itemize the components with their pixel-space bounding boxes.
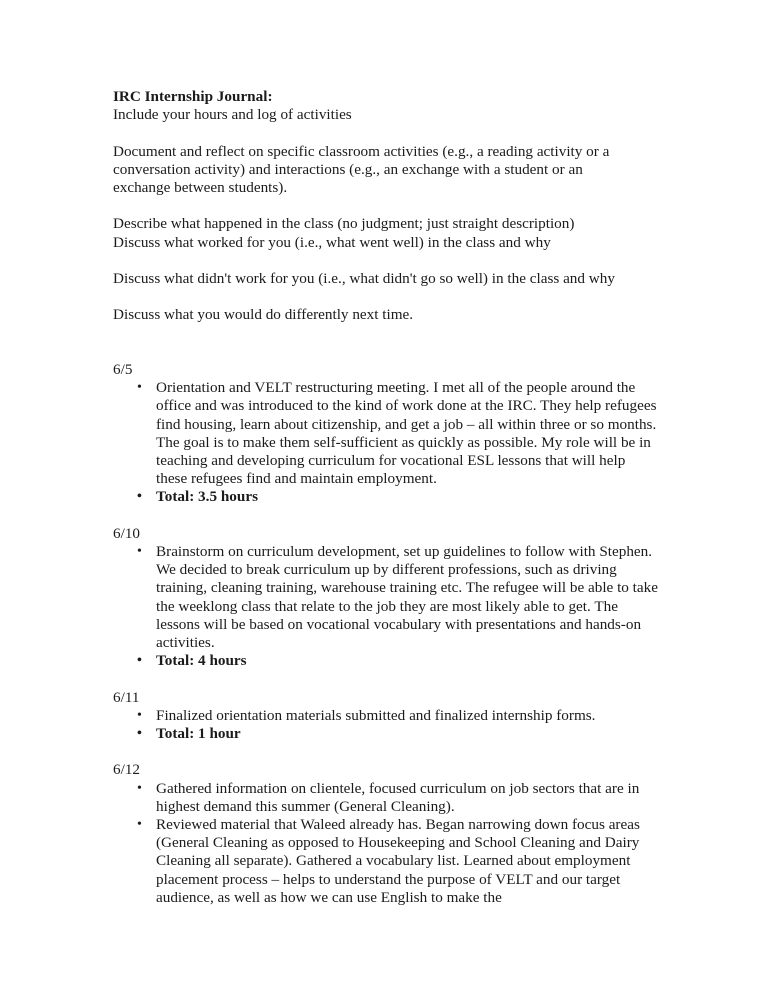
list-item: • Reviewed material that Waleed already has. Began narrowing down focus areas (General Cleaning as opposed to Housekeeping and School Cleaning and Dairy Cleaning all separate). Gathered a vocabulary list. Learned about employment placement process – helps to understand the purpose of VELT and our target audience, as well as how we can use English to make the <box>113 816 658 907</box>
intro-line: Describe what happened in the class (no judgment; just straight description) <box>113 215 575 233</box>
list-item-total: • Total: 3.5 hours <box>113 488 658 506</box>
intro-line: Discuss what you would do differently next time. <box>113 306 414 324</box>
spacer <box>113 507 658 525</box>
entry-date: 6/11 <box>113 688 140 706</box>
entry-bullet-list <box>113 543 658 670</box>
entry-bullet-list <box>113 379 658 506</box>
list-item-total: • Total: 4 hours <box>113 652 658 670</box>
spacer <box>113 343 658 361</box>
spacer <box>113 252 658 270</box>
intro-paragraph-2 <box>113 215 653 251</box>
journal-entry-6-12 <box>113 761 658 907</box>
entry-bullet-list <box>113 707 658 743</box>
list-item: • Finalized orientation materials submitted and finalized internship forms. <box>113 707 658 725</box>
journal-entry-6-11 <box>113 689 658 744</box>
intro-paragraph-1 <box>113 143 653 198</box>
intro-line: Discuss what worked for you (i.e., what went well) in the class and why <box>113 233 551 251</box>
list-item: • Brainstorm on curriculum development, set up guidelines to follow with Stephen. We decided to break curriculum up by different professions, such as driving training, cleaning training, warehouse training etc. The refugee will be able to take the weeklong class that relate to the job they are most likely able to get. The lessons will be based on vocational vocabulary with presentations and hands-on activities. <box>113 543 658 652</box>
spacer <box>113 325 658 343</box>
entry-date: 6/5 <box>113 360 133 378</box>
intro-line: conversation activity) and interactions (e.g., an exchange with a student or an <box>113 160 583 178</box>
journal-entry-6-10 <box>113 525 658 671</box>
intro-line: exchange between students). <box>113 179 288 196</box>
spacer <box>113 670 658 688</box>
intro-paragraph-3 <box>113 270 653 288</box>
entry-bullet-list <box>113 780 658 907</box>
spacer <box>113 197 658 215</box>
spacer <box>113 124 658 142</box>
list-item: • Gathered information on clientele, focused curriculum on job sectors that are in highest demand this summer (General Cleaning). <box>113 780 658 816</box>
spacer <box>113 743 658 761</box>
page-title: IRC Internship Journal: <box>113 88 273 105</box>
list-item: • Orientation and VELT restructuring meeting. I met all of the people around the office and was introduced to the kind of work done at the IRC. They help refugees find housing, learn about citizenship, and get a job – all within three or so months. The goal is to make them self-sufficient as quickly as possible. My role will be in teaching and developing curriculum for vocational ESL lessons that will help these refugees find and maintain employment. <box>113 379 658 488</box>
intro-line: Document and reflect on specific classroom activities (e.g., a reading activity or a <box>113 142 610 160</box>
intro-paragraph-4 <box>113 306 653 324</box>
intro-line: Discuss what didn't work for you (i.e., what didn't go so well) in the class and why <box>113 269 615 287</box>
list-item-total: • Total: 1 hour <box>113 725 658 743</box>
document-body <box>113 88 658 907</box>
document-heading-block <box>113 88 653 124</box>
page-subtitle: Include your hours and log of activities <box>113 106 352 124</box>
entry-date: 6/12 <box>113 761 141 779</box>
journal-entry-6-5 <box>113 361 658 507</box>
spacer <box>113 288 658 306</box>
entry-date: 6/10 <box>113 524 141 542</box>
